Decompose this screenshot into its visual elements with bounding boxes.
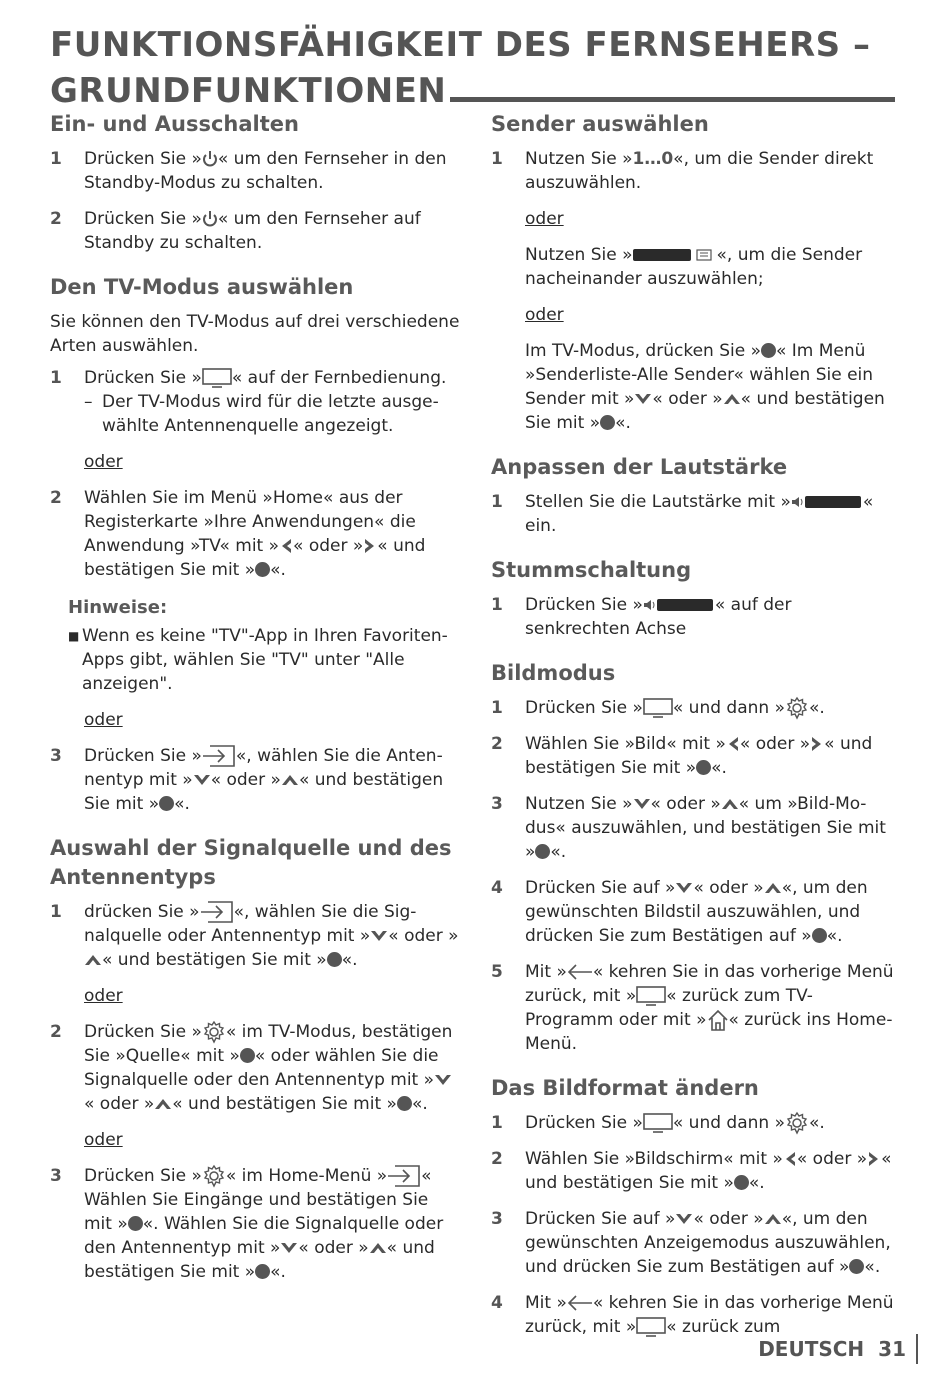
step-item: 4 Drücken Sie auf » « oder » «, um den gewünschten Bildstil auszuwählen, und drücken Sie zum Bestätigen auf » «. xyxy=(491,878,868,946)
step-item: 1 Drücken Sie » « auf der Fernbedienung. xyxy=(50,368,447,388)
right-column xyxy=(491,110,896,1339)
tv-icon xyxy=(636,1317,666,1337)
oder-label: oder xyxy=(525,305,564,325)
arrow-left-icon xyxy=(726,736,740,752)
arrow-down-icon xyxy=(634,392,652,406)
step-item: 1 Drücken Sie » « um den Fernseher in den Standby-Modus zu schalten. xyxy=(50,149,447,193)
gear-icon xyxy=(785,1111,809,1135)
arrow-up-icon xyxy=(764,1212,782,1226)
oder-label: oder xyxy=(84,1130,123,1150)
ok-button-icon xyxy=(600,415,615,430)
gear-icon xyxy=(785,696,809,720)
ok-button-icon xyxy=(812,928,827,943)
ok-button-icon xyxy=(397,1096,412,1111)
ok-button-icon xyxy=(761,343,776,358)
section-heading: Sender auswählen xyxy=(491,112,709,136)
tv-icon xyxy=(202,368,232,388)
arrow-right-icon xyxy=(810,736,824,752)
arrow-up-icon xyxy=(281,773,299,787)
arrow-up-icon xyxy=(721,797,739,811)
alt-text: Nutzen Sie » «, um die Sender nacheinander auszuwählen; xyxy=(525,245,863,289)
ok-button-icon xyxy=(128,1216,143,1231)
back-arrow-icon xyxy=(567,1295,593,1311)
section-heading: Ein- und Ausschalten xyxy=(50,112,299,136)
step-item: 1 Stellen Sie die Lautstärke mit » « ein. xyxy=(491,492,874,536)
step-item: 2 Drücken Sie » « im TV-Modus, bestätigen Sie »Quelle« mit » « oder wählen Sie die Signalquelle oder den Antennentyp mit »« oder » « und bestätigen Sie mit » «. xyxy=(50,1022,453,1114)
arrow-left-icon xyxy=(783,1151,797,1167)
ok-button-icon xyxy=(535,844,550,859)
arrow-up-icon xyxy=(84,953,102,967)
section-heading: Das Bildformat ändern xyxy=(491,1076,759,1100)
step-item: 1 Nutzen Sie »1…0«, um die Sender direkt auszuwählen. xyxy=(491,149,874,193)
section-heading: Bildmodus xyxy=(491,661,616,685)
step-item: 5 Mit » « kehren Sie in das vorherige Menü zurück, mit » « zurück zum TV-Programm oder mit » « zurück ins Home-Menü. xyxy=(491,962,894,1054)
note-item: ■ Wenn es keine "TV"-App in Ihren Favoriten-Apps gibt, wählen Sie "TV" unter "Alle anzeigen". xyxy=(68,626,448,694)
arrow-down-icon xyxy=(675,881,693,895)
volume-rocker-icon xyxy=(643,597,715,613)
ok-button-icon xyxy=(849,1259,864,1274)
ok-button-icon xyxy=(734,1175,749,1190)
oder-label: oder xyxy=(84,986,123,1006)
channel-rocker-icon xyxy=(633,247,717,263)
step-item: 3 Drücken Sie » « im Home-Menü » « Wählen Sie Eingänge und bestätigen Sie mit » «. Wählen Sie die Signalquelle oder den Antennentyp mit » « oder » « und bestätigen Sie mit » «. xyxy=(50,1166,444,1282)
ok-button-icon xyxy=(255,1264,270,1279)
step-item: 2 Drücken Sie » « um den Fernseher auf Standby zu schalten. xyxy=(50,209,421,253)
step-item: 1 drücken Sie » «, wählen Sie die Signalquelle oder Antennentyp mit » « oder »« und bestätigen Sie mit » «. xyxy=(50,902,459,970)
oder-label: oder xyxy=(84,710,123,730)
arrow-up-icon xyxy=(764,881,782,895)
gear-icon xyxy=(202,1020,226,1044)
step-item: 2 Wählen Sie »Bildschirm« mit » « oder » « und bestätigen Sie mit » «. xyxy=(491,1149,892,1193)
step-item: 3 Drücken Sie auf » « oder » «, um den gewünschten Anzeigemodus auszuwählen, und drücken Sie zum Bestätigen auf » «. xyxy=(491,1209,891,1277)
number-keys-label: 1…0 xyxy=(632,149,674,169)
input-source-icon xyxy=(200,901,234,923)
tv-icon xyxy=(643,1113,673,1133)
arrow-up-icon xyxy=(154,1097,172,1111)
section-heading: Auswahl der Signalquelle und des Antennentyps xyxy=(50,836,452,889)
step-item: 2 Wählen Sie »Bild« mit » « oder » « und bestätigen Sie mit » «. xyxy=(491,734,873,778)
arrow-down-icon xyxy=(193,773,211,787)
arrow-right-icon xyxy=(867,1151,881,1167)
title-rule xyxy=(450,97,895,102)
power-icon xyxy=(202,150,218,168)
page-number: 31 xyxy=(878,1334,918,1364)
arrow-down-icon xyxy=(633,797,651,811)
left-column xyxy=(50,110,460,1284)
step-item: 1 Drücken Sie » « und dann » «. xyxy=(491,698,825,718)
arrow-right-icon xyxy=(363,538,377,554)
arrow-up-icon xyxy=(369,1241,387,1255)
page-footer xyxy=(758,1334,918,1364)
alt-text: Im TV-Modus, drücken Sie » « Im Menü »Senderliste-Alle Sender« wählen Sie ein Sender mit » « oder » « und bestätigen Sie mit » «. xyxy=(525,341,885,433)
arrow-left-icon xyxy=(279,538,293,554)
step-item: 2 Wählen Sie im Menü »Home« aus der Registerkarte »Ihre Anwendungen« die Anwendung »TV« mit » « oder » « und bestätigen Sie mit » «. xyxy=(50,488,426,580)
home-icon xyxy=(707,1009,729,1031)
step-item: 1 Drücken Sie » « und dann » «. xyxy=(491,1113,825,1133)
gear-icon xyxy=(202,1164,226,1188)
step-item: 3 Drücken Sie » «, wählen Sie die Antennentyp mit » « oder » « und bestätigen Sie mit » «. xyxy=(50,746,444,814)
step-item: 4 Mit » « kehren Sie in das vorherige Menü zurück, mit » « zurück zum xyxy=(491,1293,894,1337)
tv-icon xyxy=(643,698,673,718)
back-arrow-icon xyxy=(567,964,593,980)
intro-text: Sie können den TV-Modus auf drei verschiedene Arten auswählen. xyxy=(50,312,460,356)
ok-button-icon xyxy=(696,760,711,775)
volume-rocker-icon xyxy=(791,494,863,510)
power-icon xyxy=(202,210,218,228)
section-heading: Stummschaltung xyxy=(491,558,692,582)
oder-label: oder xyxy=(525,209,564,229)
arrow-down-icon xyxy=(280,1241,298,1255)
section-heading: Anpassen der Lautstärke xyxy=(491,455,788,479)
step-item: 3 Nutzen Sie » « oder » « um »Bild-Modus« auszuwählen, und bestätigen Sie mit » «. xyxy=(491,794,886,862)
arrow-up-icon xyxy=(723,392,741,406)
arrow-down-icon xyxy=(675,1212,693,1226)
arrow-down-icon xyxy=(370,929,388,943)
step-item: 1 Drücken Sie » « auf der senkrechten Achse xyxy=(491,595,792,639)
ok-button-icon xyxy=(255,562,270,577)
input-source-icon xyxy=(387,1165,421,1187)
dash-item: – Der TV-Modus wird für die letzte ausgewählte Antennenquelle angezeigt. xyxy=(84,392,439,436)
ok-button-icon xyxy=(240,1048,255,1063)
title-line-1: FUNKTIONSFÄHIGKEIT DES FERNSEHERS – xyxy=(50,25,871,65)
oder-label: oder xyxy=(84,452,123,472)
page-title xyxy=(50,22,895,114)
input-source-icon xyxy=(202,745,236,767)
footer-language: DEUTSCH xyxy=(758,1337,865,1361)
tv-icon xyxy=(636,986,666,1006)
ok-button-icon xyxy=(159,796,174,811)
title-line-2: GRUNDFUNKTIONEN xyxy=(50,71,447,111)
hinweise-heading: Hinweise: xyxy=(68,597,168,618)
section-heading: Den TV-Modus auswählen xyxy=(50,275,354,299)
ok-button-icon xyxy=(327,952,342,967)
arrow-down-icon xyxy=(434,1073,452,1087)
